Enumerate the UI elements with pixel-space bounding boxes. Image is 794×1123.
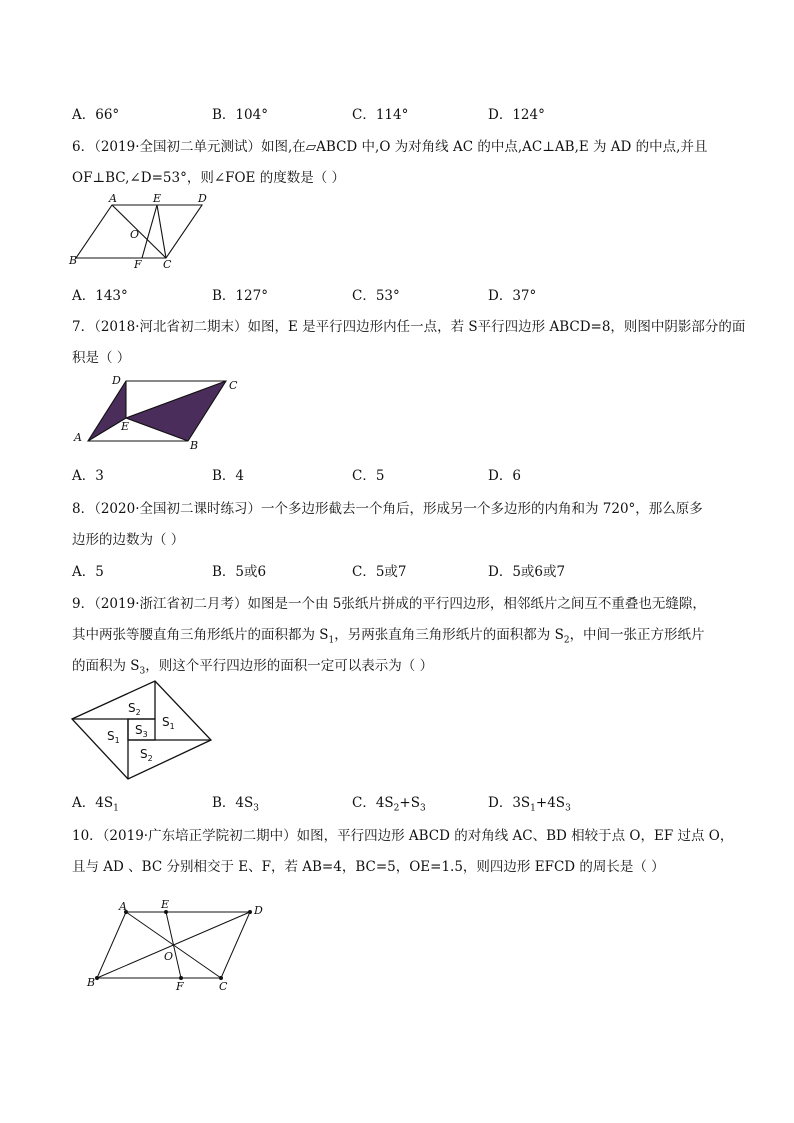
q7-option-a: A．3 bbox=[72, 468, 104, 484]
q8-stem-line1: 8．（2020·全国初二课时练习）一个多边形截去一个角后，形成另一个多边形的内角和为 720°，那么原多 bbox=[72, 501, 703, 517]
q7-option-c: C．5 bbox=[352, 468, 385, 484]
q6-stem-line1: 6．（2019·全国初二单元测试）如图,在▱ABCD 中,O 为对角线 AC 的中点,AC⊥AB,E 为 AD 的中点,并且 bbox=[72, 139, 708, 155]
q6-label-b: B bbox=[69, 254, 78, 267]
q8-option-b: B．5或6 bbox=[212, 564, 267, 580]
q9-stem-line2: 其中两张等腰直角三角形纸片的面积都为 $S_1$，另两张直角三角形纸片的面积都为 $S_2$，中间一张正方形纸片 bbox=[72, 627, 705, 646]
q7-option-d: D．6 bbox=[488, 468, 521, 484]
q9-fig-s2-bottom: $S_2$ bbox=[140, 747, 153, 763]
q6-label-c: C bbox=[163, 258, 172, 271]
q5-option-a: A．66° bbox=[72, 107, 120, 123]
q5-option-b: B．104° bbox=[212, 107, 268, 123]
q6-label-f: F bbox=[134, 258, 142, 271]
q9-option-b: B．$4S_3$ bbox=[212, 795, 259, 814]
q10-label-d: D bbox=[254, 904, 263, 917]
q10-label-f: F bbox=[176, 980, 184, 993]
q7-label-e: E bbox=[121, 420, 130, 433]
q7-label-d: D bbox=[112, 374, 121, 387]
q10-stem-line2: 且与 AD 、BC 分别相交于 E、F，若 AB=4，BC=5，OE=1.5，则四边形 EFCD 的周长是（ ） bbox=[72, 859, 665, 875]
q9-option-c: C．$4S_2+S_3$ bbox=[352, 795, 426, 814]
q7-label-c: C bbox=[229, 379, 238, 392]
q7-label-a: A bbox=[74, 431, 82, 444]
q6-label-e: E bbox=[153, 192, 162, 205]
q10-label-a: A bbox=[119, 900, 127, 913]
q6-option-d: D．37° bbox=[488, 288, 537, 304]
q7-option-b: B．4 bbox=[212, 468, 245, 484]
q10-label-o: O bbox=[164, 950, 174, 963]
q9-stem-line1: 9．（2019·浙江省初二月考）如图是一个由 5张纸片拼成的平行四边形，相邻纸片之间互不重叠也无缝隙， bbox=[72, 596, 706, 612]
q9-option-d: D．$3S_1+4S_3$ bbox=[488, 795, 571, 814]
q6-label-d: D bbox=[198, 192, 207, 205]
q9-fig-s1-right: $S_1$ bbox=[162, 715, 175, 731]
q6-stem-line2: OF⊥BC,∠D=53°，则∠FOE 的度数是（ ） bbox=[72, 170, 345, 186]
q7-stem-line1: 7．（2018·河北省初二期末）如图，E 是平行四边形内任一点，若 S平行四边形 ABCD=8，则图中阴影部分的面 bbox=[72, 319, 746, 335]
q6-option-c: C．53° bbox=[352, 288, 400, 304]
q9-fig-s2-top: $S_2$ bbox=[128, 701, 141, 717]
q6-label-a: A bbox=[109, 192, 117, 205]
q9-fig-s1-left: $S_1$ bbox=[107, 729, 120, 745]
q10-label-b: B bbox=[87, 976, 96, 989]
q9-fig-s3-center: $S_3$ bbox=[135, 723, 148, 739]
q5-option-c: C．114° bbox=[352, 107, 409, 123]
q9-option-a: A．$4S_1$ bbox=[72, 795, 119, 814]
q6-label-o: O bbox=[130, 228, 140, 241]
q8-stem-line2: 边形的边数为（ ） bbox=[72, 532, 185, 548]
q5-option-d: D．124° bbox=[488, 107, 545, 123]
q8-option-c: C．5或7 bbox=[352, 564, 407, 580]
q8-option-a: A．5 bbox=[72, 564, 104, 580]
q10-stem-line1: 10．（2019·广东培正学院初二期中）如图，平行四边形 ABCD 的对角线 AC、BD 相较于点 O，EF 过点 O， bbox=[72, 828, 734, 844]
q8-option-d: D．5或6或7 bbox=[488, 564, 566, 580]
q7-label-b: B bbox=[190, 439, 199, 452]
q6-option-a: A．143° bbox=[72, 288, 128, 304]
q10-label-c: C bbox=[219, 980, 228, 993]
q7-stem-line2: 积是（ ） bbox=[72, 350, 131, 366]
q9-stem-line3: 的面积为 $S_3$，则这个平行四边形的面积一定可以表示为（ ） bbox=[72, 658, 434, 677]
q10-label-e: E bbox=[161, 898, 170, 911]
q6-option-b: B．127° bbox=[212, 288, 268, 304]
